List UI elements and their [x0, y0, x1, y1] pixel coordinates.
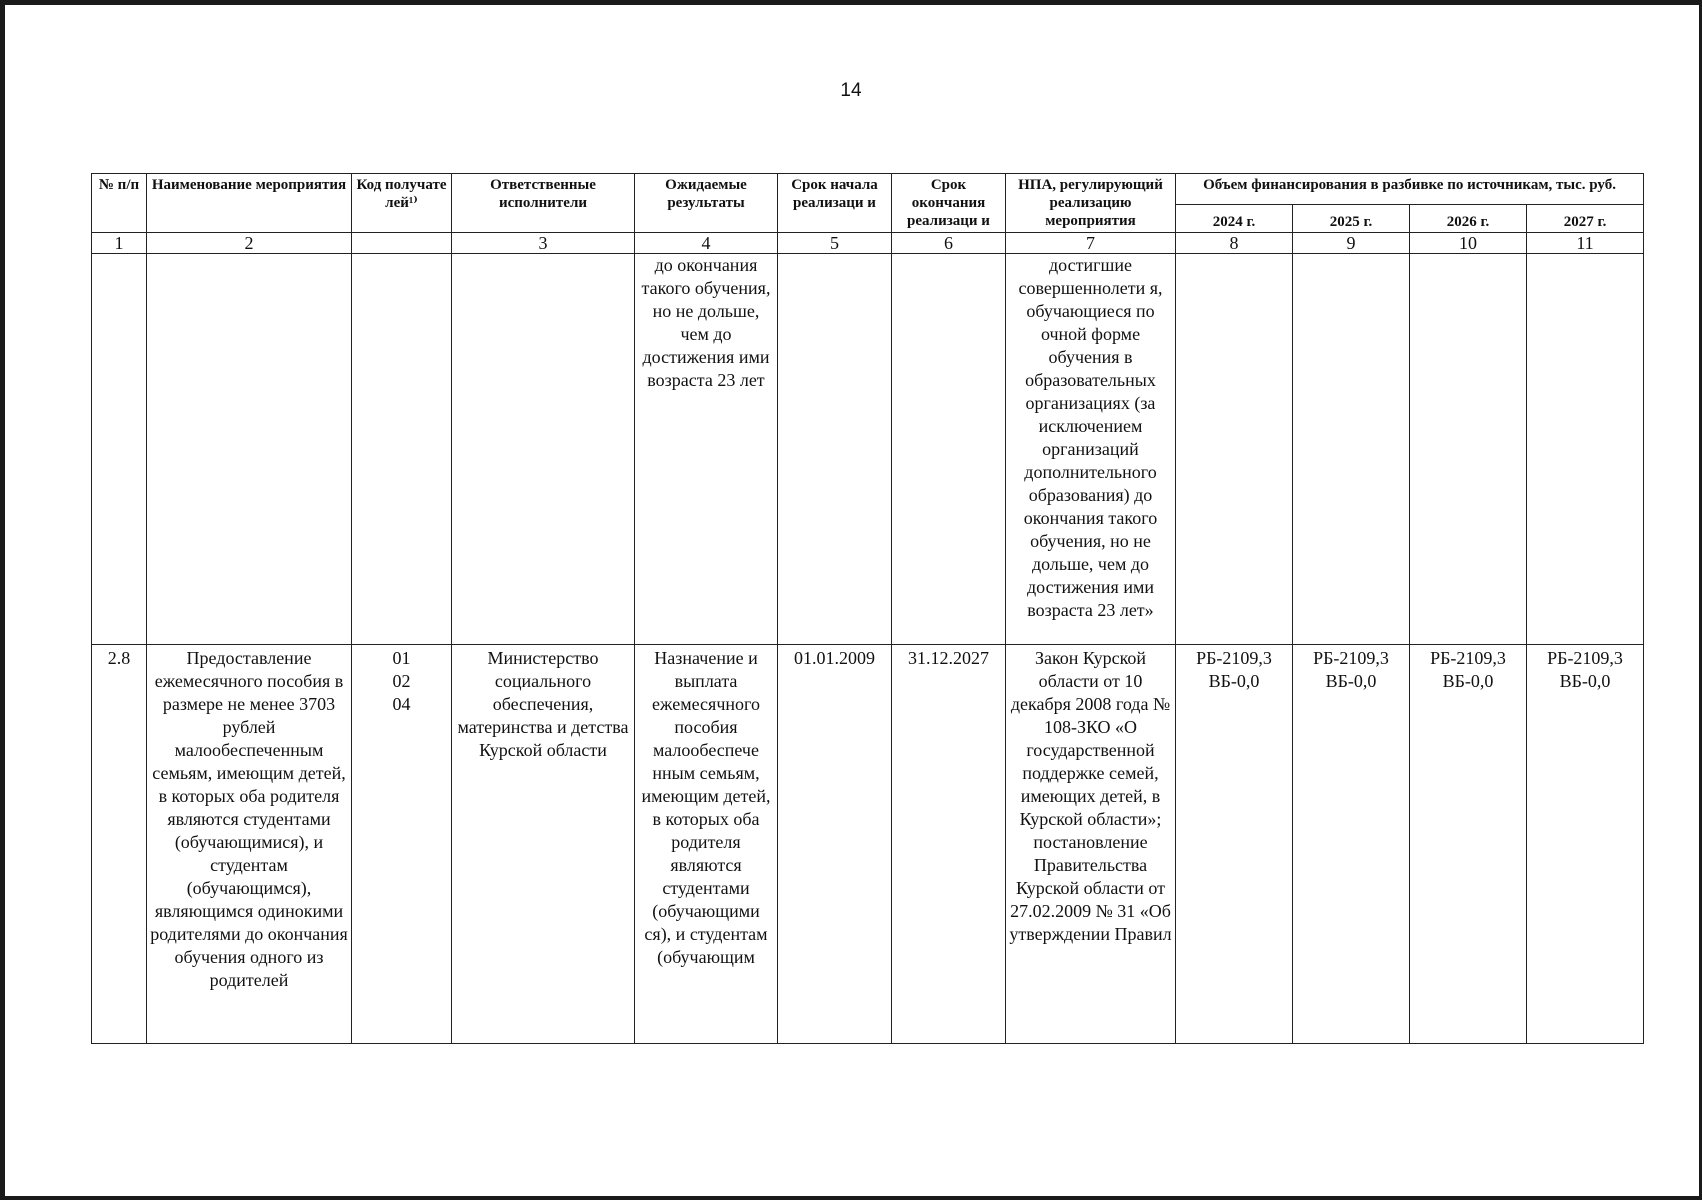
code-value: 02 [392, 671, 411, 691]
table-header [92, 174, 1644, 254]
header-results: Ожидаемые результаты [635, 174, 778, 233]
cell-funding-2024 [1176, 645, 1293, 1044]
scan-border-bottom [0, 1196, 1702, 1200]
header-year-2025: 2025 г. [1293, 204, 1410, 232]
cell-empty [352, 254, 452, 645]
column-number: 8 [1176, 233, 1293, 254]
column-number: 7 [1006, 233, 1176, 254]
cell-empty [778, 254, 892, 645]
cell-empty [1527, 254, 1644, 645]
table-row-continuation [92, 254, 1644, 645]
header-year-2026: 2026 г. [1410, 204, 1527, 232]
cell-empty [892, 254, 1006, 645]
cell-empty [92, 254, 147, 645]
column-number: 4 [635, 233, 778, 254]
code-value: 04 [392, 694, 411, 714]
cell-name: Предоставление ежемесячного пособия в размере не менее 3703 рублей малообеспеченным семьям, имеющим детей, в которых оба родителя являются студентами (обучающимися), и студентам (обучающимся), являющимся одинокими родителями до окончания обучения одного из родителей [147, 645, 352, 1044]
cell-funding-2027 [1527, 645, 1644, 1044]
cell-empty [1176, 254, 1293, 645]
cell-codes [352, 645, 452, 1044]
cell-num: 2.8 [92, 645, 147, 1044]
header-year-2027: 2027 г. [1527, 204, 1644, 232]
header-npa: НПА, регулирующий реализацию мероприятия [1006, 174, 1176, 233]
cell-empty [1410, 254, 1527, 645]
funding-table [91, 173, 1644, 1044]
column-number-row [92, 233, 1644, 254]
cell-funding-2025 [1293, 645, 1410, 1044]
code-value: 01 [392, 648, 411, 668]
column-number: 11 [1527, 233, 1644, 254]
cell-empty [1293, 254, 1410, 645]
cell-npa-continued: достигшие совершеннолети я, обучающиеся по очной форме обучения в образовательных организациях (за исключением организаций дополнительного образования) до окончания такого обучения, но не дольше, чем до достижения ими возраста 23 лет» [1006, 254, 1176, 645]
table-row-2-8 [92, 645, 1644, 1044]
page-number: 14 [840, 80, 862, 101]
cell-empty [147, 254, 352, 645]
funding-vb: ВБ-0,0 [1325, 671, 1377, 691]
cell-empty [452, 254, 635, 645]
column-number: 1 [92, 233, 147, 254]
funding-rb: РБ-2109,3 [1313, 648, 1389, 668]
header-name: Наименование мероприятия [147, 174, 352, 233]
cell-end-date: 31.12.2027 [892, 645, 1006, 1044]
header-year-2024: 2024 г. [1176, 204, 1293, 232]
header-end: Срок окончания реализаци и [892, 174, 1006, 233]
column-number [352, 233, 452, 254]
column-number: 3 [452, 233, 635, 254]
header-start: Срок начала реализаци и [778, 174, 892, 233]
header-executors: Ответственные исполнители [452, 174, 635, 233]
column-number: 2 [147, 233, 352, 254]
header-code: Код получате лей¹⁾ [352, 174, 452, 233]
cell-results-continued: до окончания такого обучения, но не дольше, чем до достижения ими возраста 23 лет [635, 254, 778, 645]
header-num: № п/п [92, 174, 147, 233]
funding-vb: ВБ-0,0 [1442, 671, 1494, 691]
funding-rb: РБ-2109,3 [1196, 648, 1272, 668]
funding-vb: ВБ-0,0 [1208, 671, 1260, 691]
column-number: 10 [1410, 233, 1527, 254]
cell-results: Назначение и выплата ежемесячного пособия малообеспече нным семьям, имеющим детей, в которых оба родителя являются студентами (обучающими ся), и студентам (обучающим [635, 645, 778, 1044]
cell-funding-2026 [1410, 645, 1527, 1044]
column-number: 5 [778, 233, 892, 254]
scan-border-top [0, 0, 1702, 5]
cell-npa: Закон Курской области от 10 декабря 2008 года № 108-ЗКО «О государственной поддержке семей, имеющих детей, в Курской области»; постановление Правительства Курской области от 27.02.2009 № 31 «Об утверждении Правил [1006, 645, 1176, 1044]
cell-executor: Министерство социального обеспечения, материнства и детства Курской области [452, 645, 635, 1044]
funding-rb: РБ-2109,3 [1430, 648, 1506, 668]
funding-rb: РБ-2109,3 [1547, 648, 1623, 668]
cell-start-date: 01.01.2009 [778, 645, 892, 1044]
header-funding: Объем финансирования в разбивке по источникам, тыс. руб. [1176, 174, 1644, 205]
column-number: 9 [1293, 233, 1410, 254]
scan-border-left [0, 0, 5, 1200]
column-number: 6 [892, 233, 1006, 254]
funding-vb: ВБ-0,0 [1559, 671, 1611, 691]
